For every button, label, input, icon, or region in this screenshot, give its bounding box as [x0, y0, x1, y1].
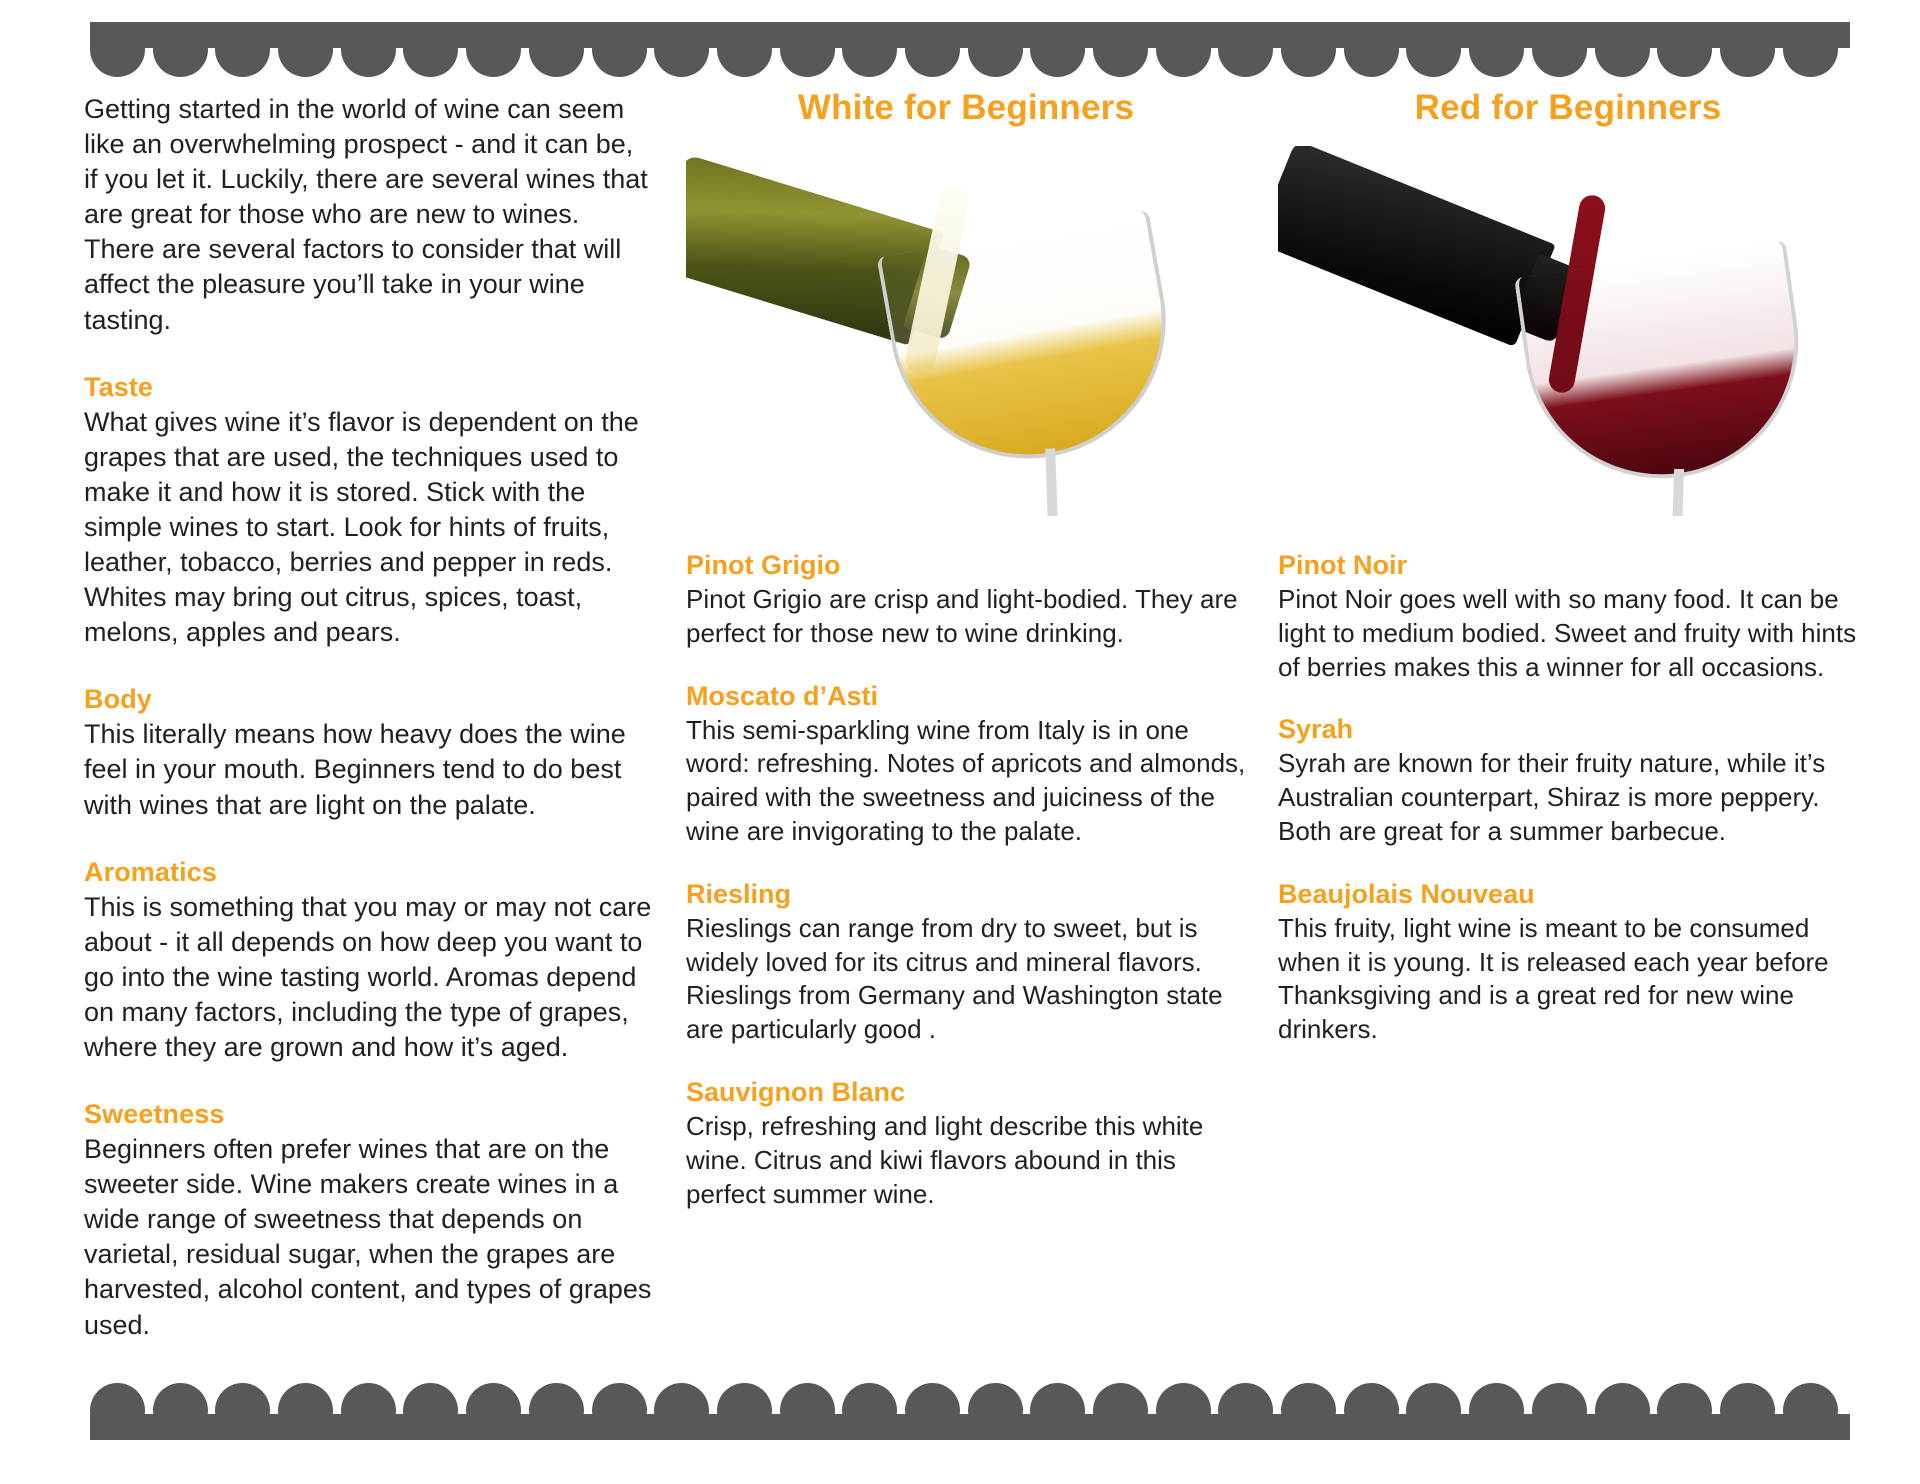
- scallop-dot: [153, 22, 208, 77]
- column-white-wines: [686, 88, 1246, 1211]
- factor-body: [84, 684, 654, 822]
- top-border-scallops: [90, 44, 1850, 80]
- scallop-dot: [1532, 22, 1587, 77]
- factor-sweetness-heading: Sweetness: [84, 1099, 225, 1130]
- scallop-dot: [1030, 1383, 1085, 1438]
- red-entry-syrah-body: Syrah are known for their fruity nature, while it’s Australian counterpart, Shiraz is more peppery. Both are great for a summer barbecue.: [1278, 748, 1826, 846]
- scallop-dot: [842, 1383, 897, 1438]
- white-entry-sauvignon-blanc: [686, 1077, 1246, 1211]
- white-entry-sauvignon-blanc-name: Sauvignon Blanc: [686, 1076, 906, 1107]
- scallop-dot: [1532, 1383, 1587, 1438]
- scallop-dot: [1783, 22, 1838, 77]
- scallop-dot: [341, 1383, 396, 1438]
- factor-aromatics: [84, 857, 654, 1065]
- scallop-dot: [341, 22, 396, 77]
- factor-taste: [84, 372, 654, 651]
- white-glass-stem: [1045, 448, 1058, 516]
- scallop-dot: [215, 22, 270, 77]
- red-entry-syrah-name: Syrah: [1278, 714, 1354, 745]
- red-entry-beaujolais-nouveau-name: Beaujolais Nouveau: [1278, 878, 1535, 909]
- scallop-dot: [529, 1383, 584, 1438]
- scallop-dot: [1406, 22, 1461, 77]
- scallop-dot: [466, 1383, 521, 1438]
- white-entry-moscato-dasti-name: Moscato d’Asti: [686, 680, 879, 711]
- page-content: [0, 88, 1920, 1358]
- white-entry-moscato-dasti: [686, 681, 1246, 849]
- factor-taste-heading: Taste: [84, 371, 154, 402]
- white-entry-pinot-grigio-body: Pinot Grigio are crisp and light-bodied. They are perfect for those new to wine drinking.: [686, 584, 1238, 648]
- scallop-dot: [1469, 22, 1524, 77]
- scallop-dot: [1469, 1383, 1524, 1438]
- scallop-dot: [842, 22, 897, 77]
- scallop-dot: [1595, 22, 1650, 77]
- scallop-dot: [968, 1383, 1023, 1438]
- red-bottle-shape: [1278, 146, 1556, 347]
- white-wine-photo: [686, 146, 1246, 516]
- scallop-dot: [1156, 22, 1211, 77]
- factor-taste-body: What gives wine it’s flavor is dependent on the grapes that are used, the techniques used to make it and how it is stored. Stick with the simple wines to start. Look for hints of fruits, leather, tobacco, berries and pepper in reds. Whites may bring out citrus, spices, toast, melons, apples and pears.: [84, 406, 639, 648]
- red-wine-photo: [1278, 146, 1858, 516]
- scallop-dot: [1657, 22, 1712, 77]
- scallop-dot: [1657, 1383, 1712, 1438]
- scallop-dot: [1783, 1383, 1838, 1438]
- scallop-dot: [1720, 22, 1775, 77]
- scallop-dot: [654, 1383, 709, 1438]
- scallop-dot: [717, 1383, 772, 1438]
- white-entry-riesling-name: Riesling: [686, 878, 792, 909]
- column-intro-factors: [84, 88, 654, 1343]
- factor-sweetness-body: Beginners often prefer wines that are on the sweeter side. Wine makers create wines in a wide range of sweetness that depends on varietal, residual sugar, when the grapes are harvested, alcohol content, and types of grapes used.: [84, 1134, 652, 1340]
- scallop-dot: [780, 22, 835, 77]
- bottom-border-scallops: [90, 1380, 1850, 1416]
- red-wine-glass: [1514, 240, 1816, 496]
- factor-body-heading: Body: [84, 684, 152, 715]
- white-entry-riesling-body: Rieslings can range from dry to sweet, but is widely loved for its citrus and mineral flavors. Rieslings from Germany and Washington state are particularly good .: [686, 912, 1223, 1045]
- scallop-dot: [654, 22, 709, 77]
- factor-aromatics-body: This is something that you may or may not care about - it all depends on how deep you want to go into the wine tasting world. Aromas depend on many factors, including the type of grapes, where they are grown and how it’s aged.: [84, 891, 652, 1062]
- red-entry-pinot-noir-name: Pinot Noir: [1278, 550, 1407, 580]
- scallop-dot: [968, 22, 1023, 77]
- scallop-dot: [466, 22, 521, 77]
- scallop-dot: [905, 22, 960, 77]
- scallop-dot: [1218, 1383, 1273, 1438]
- scallop-dot: [780, 1383, 835, 1438]
- scallop-dot: [90, 22, 145, 77]
- white-entry-pinot-grigio-name: Pinot Grigio: [686, 550, 841, 580]
- scallop-dot: [529, 22, 584, 77]
- white-wine-glass: [876, 210, 1187, 480]
- intro-paragraph: Getting started in the world of wine can seem like an overwhelming prospect - and it can be, if you let it. Luckily, there are several wines that are great for those who are new to wines. There are several factors to consider that will affect the pleasure you’ll take in your wine tasting.: [84, 94, 648, 335]
- factor-aromatics-heading: Aromatics: [84, 856, 217, 887]
- scallop-dot: [278, 22, 333, 77]
- scallop-dot: [1156, 1383, 1211, 1438]
- scallop-dot: [1344, 1383, 1399, 1438]
- scallop-dot: [153, 1383, 208, 1438]
- scallop-dot: [1218, 22, 1273, 77]
- scallop-dot: [1093, 22, 1148, 77]
- scallop-dot: [1281, 22, 1336, 77]
- scallop-dot: [592, 1383, 647, 1438]
- red-entry-pinot-noir: [1278, 550, 1858, 684]
- factor-body-body: This literally means how heavy does the wine feel in your mouth. Beginners tend to do best with wines that are light on the palate.: [84, 719, 626, 820]
- scallop-dot: [717, 22, 772, 77]
- factor-sweetness: [84, 1099, 654, 1343]
- scallop-dot: [905, 1383, 960, 1438]
- white-entry-riesling: [686, 879, 1246, 1047]
- scallop-dot: [215, 1383, 270, 1438]
- scallop-dot: [1281, 1383, 1336, 1438]
- white-entry-moscato-dasti-body: This semi-sparkling wine from Italy is in one word: refreshing. Notes of apricots and almonds, paired with the sweetness and juiciness of the wine are invigorating to the palate.: [686, 714, 1246, 846]
- red-glass-stem: [1671, 469, 1684, 516]
- scallop-dot: [1720, 1383, 1775, 1438]
- scallop-dot: [1344, 22, 1399, 77]
- scallop-dot: [1093, 1383, 1148, 1438]
- scallop-dot: [592, 22, 647, 77]
- white-section-title: White for Beginners: [797, 88, 1135, 127]
- red-entry-beaujolais-nouveau-body: This fruity, light wine is meant to be consumed when it is young. It is released each year before Thanksgiving and is a great red for new wine drinkers.: [1278, 912, 1829, 1045]
- column-red-wines: [1278, 88, 1858, 1047]
- red-entry-beaujolais-nouveau: [1278, 879, 1858, 1047]
- scallop-dot: [90, 1383, 145, 1438]
- white-entry-pinot-grigio: [686, 550, 1246, 651]
- top-scallop-border: [0, 22, 1920, 84]
- red-entry-pinot-noir-body: Pinot Noir goes well with so many food. It can be light to medium bodied. Sweet and fruity with hints of berries makes this a winner for all occasions.: [1278, 584, 1857, 682]
- bottom-scallop-border: [0, 1378, 1920, 1440]
- scallop-dot: [278, 1383, 333, 1438]
- scallop-dot: [1595, 1383, 1650, 1438]
- red-section-title: Red for Beginners: [1414, 88, 1722, 127]
- scallop-dot: [1030, 22, 1085, 77]
- red-entry-syrah: [1278, 714, 1858, 848]
- scallop-dot: [403, 22, 458, 77]
- white-entry-sauvignon-blanc-body: Crisp, refreshing and light describe this white wine. Citrus and kiwi flavors abound in this perfect summer wine.: [686, 1110, 1204, 1209]
